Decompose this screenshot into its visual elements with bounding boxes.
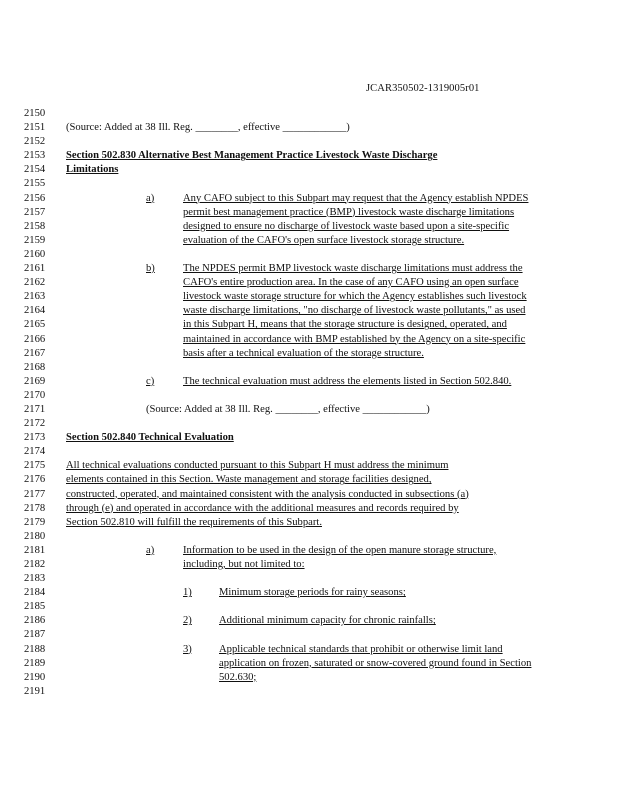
document-line [24,628,584,642]
line-text: a) [146,544,155,556]
line-text: All technical evaluations conducted pursuant to this Subpart H must address the minimum [66,460,449,472]
line-number: 2182 [24,559,46,570]
line-text: 502.630; [219,671,257,683]
line-text: livestock waste storage structure for which the Agency establishes such livestock [183,291,527,303]
document-line [24,671,584,685]
line-number: 2188 [24,643,46,655]
document-line [24,488,584,502]
line-number: 2151 [24,122,46,134]
document-line [24,290,584,304]
line-number: 2184 [24,587,46,599]
document-line [24,558,584,572]
line-text: Additional minimum capacity for chronic rainfalls; [219,615,436,627]
document-line [24,149,584,163]
document-line [24,643,584,657]
line-text: application on frozen, saturated or snow-covered ground found in Section [219,657,532,669]
line-number: 2181 [24,544,46,556]
document-line [24,276,584,290]
line-text: waste discharge limitations, "no discharge of livestock waste pollutants," as used [183,305,526,317]
line-number: 2176 [24,474,46,486]
line-number: 2164 [24,305,46,317]
line-number: 2177 [24,488,46,500]
document-line [24,459,584,473]
document-line [24,600,584,614]
document-line [24,177,584,191]
line-number: 2154 [24,164,46,176]
line-number: 2172 [24,418,46,430]
line-text: Information to be used in the design of the open manure storage structure, [183,544,497,556]
line-number: 2178 [24,502,46,514]
document-line [24,206,584,220]
line-text: Section 502.840 Technical Evaluation [66,432,234,444]
line-number: 2187 [24,629,46,641]
document-line [24,375,584,389]
line-number: 2153 [24,150,46,162]
document-line [24,417,584,431]
line-number: 2165 [24,319,46,331]
document-line [24,248,584,262]
document-line [24,445,584,459]
document-line [24,586,584,600]
line-number: 2150 [24,108,46,119]
line-number: 2180 [24,530,46,542]
line-text: Any CAFO subject to this Subpart may request that the Agency establish NPDES [183,192,529,204]
document-line [24,473,584,487]
line-number: 2161 [24,263,46,275]
line-number: 2183 [24,573,46,585]
line-text: Applicable technical standards that prohibit or otherwise limit land [219,643,503,655]
line-number: 2168 [24,361,46,373]
line-text: Section 502.810 will fulfill the requirements of this Subpart. [66,516,322,528]
line-text: 2) [183,615,192,627]
line-number: 2169 [24,375,46,387]
document-line [24,220,584,234]
document-line [24,121,584,135]
line-number: 2157 [24,206,46,218]
line-text: maintained in accordance with BMP established by the Agency on a site-specific [183,333,526,345]
document-line [24,234,584,248]
line-text: including, but not limited to: [183,559,305,570]
line-text: The technical evaluation must address the elements listed in Section 502.840. [183,375,512,387]
line-number: 2156 [24,192,46,204]
document-line [24,163,584,177]
document-line [24,135,584,149]
line-number: 2160 [24,248,46,260]
document-line [24,530,584,544]
line-text: Minimum storage periods for rainy seasons; [219,587,406,599]
line-text: Section 502.830 Alternative Best Management Practice Livestock Waste Discharge [66,150,438,162]
document-line [24,572,584,586]
document-line [24,333,584,347]
line-number: 2162 [24,277,46,289]
line-text: designed to ensure no discharge of livestock waste based upon a site-specific [183,220,510,232]
line-number: 2185 [24,601,46,613]
line-text: c) [146,375,155,387]
line-number: 2166 [24,333,46,345]
line-number: 2171 [24,403,46,415]
document-line [24,544,584,558]
line-text: CAFO's entire production area. In the case of any CAFO using an open surface [183,277,519,289]
line-text: evaluation of the CAFO's open surface livestock storage structure. [183,234,465,246]
document-line [24,361,584,375]
line-text: through (e) and operated in accordance with the additional measures and records required by [66,502,459,514]
document-line [24,318,584,332]
line-number: 2170 [24,389,46,401]
line-number: 2167 [24,347,46,359]
line-number: 2174 [24,446,46,458]
document-line [24,304,584,318]
line-text: Limitations [66,164,119,176]
line-number: 2173 [24,432,46,444]
line-text: elements contained in this Section. Waste management and storage facilities designed, [66,474,432,486]
line-text: constructed, operated, and maintained consistent with the analysis conducted in subsections (a) [66,488,469,500]
line-text: b) [146,263,155,275]
line-number: 2163 [24,291,46,303]
numbered-lines [24,107,584,699]
document-line [24,347,584,361]
line-text: permit best management practice (BMP) livestock waste discharge limitations [183,206,515,218]
line-number: 2159 [24,234,46,246]
line-number: 2179 [24,516,46,528]
line-number: 2186 [24,615,46,627]
document-line [24,262,584,276]
line-text: 1) [183,587,192,599]
document-line [24,107,584,121]
line-text: 3) [183,643,192,655]
line-text: in this Subpart H, means that the storage structure is designed, operated, and [183,319,507,331]
document-line [24,192,584,206]
line-text: a) [146,192,155,204]
document-line [24,502,584,516]
document-line [24,657,584,671]
document-line [24,389,584,403]
line-number: 2190 [24,671,46,683]
line-text: basis after a technical evaluation of the storage structure. [183,347,424,359]
line-number: 2158 [24,220,46,232]
line-text: The NPDES permit BMP livestock waste discharge limitations must address the [183,263,523,275]
line-number: 2175 [24,460,46,472]
line-number: 2189 [24,657,46,669]
line-number: 2155 [24,178,46,190]
document-line [24,403,584,417]
line-number: 2191 [24,685,46,697]
document-line [24,685,584,699]
line-text: (Source: Added at 38 Ill. Reg. ________, effective ____________) [66,122,350,134]
line-number: 2152 [24,136,46,148]
document-line [24,614,584,628]
line-text: (Source: Added at 38 Ill. Reg. ________, effective ____________) [146,403,430,415]
document-line [24,516,584,530]
document-header-code: JCAR350502-1319005r01 [366,83,480,94]
document-line [24,431,584,445]
